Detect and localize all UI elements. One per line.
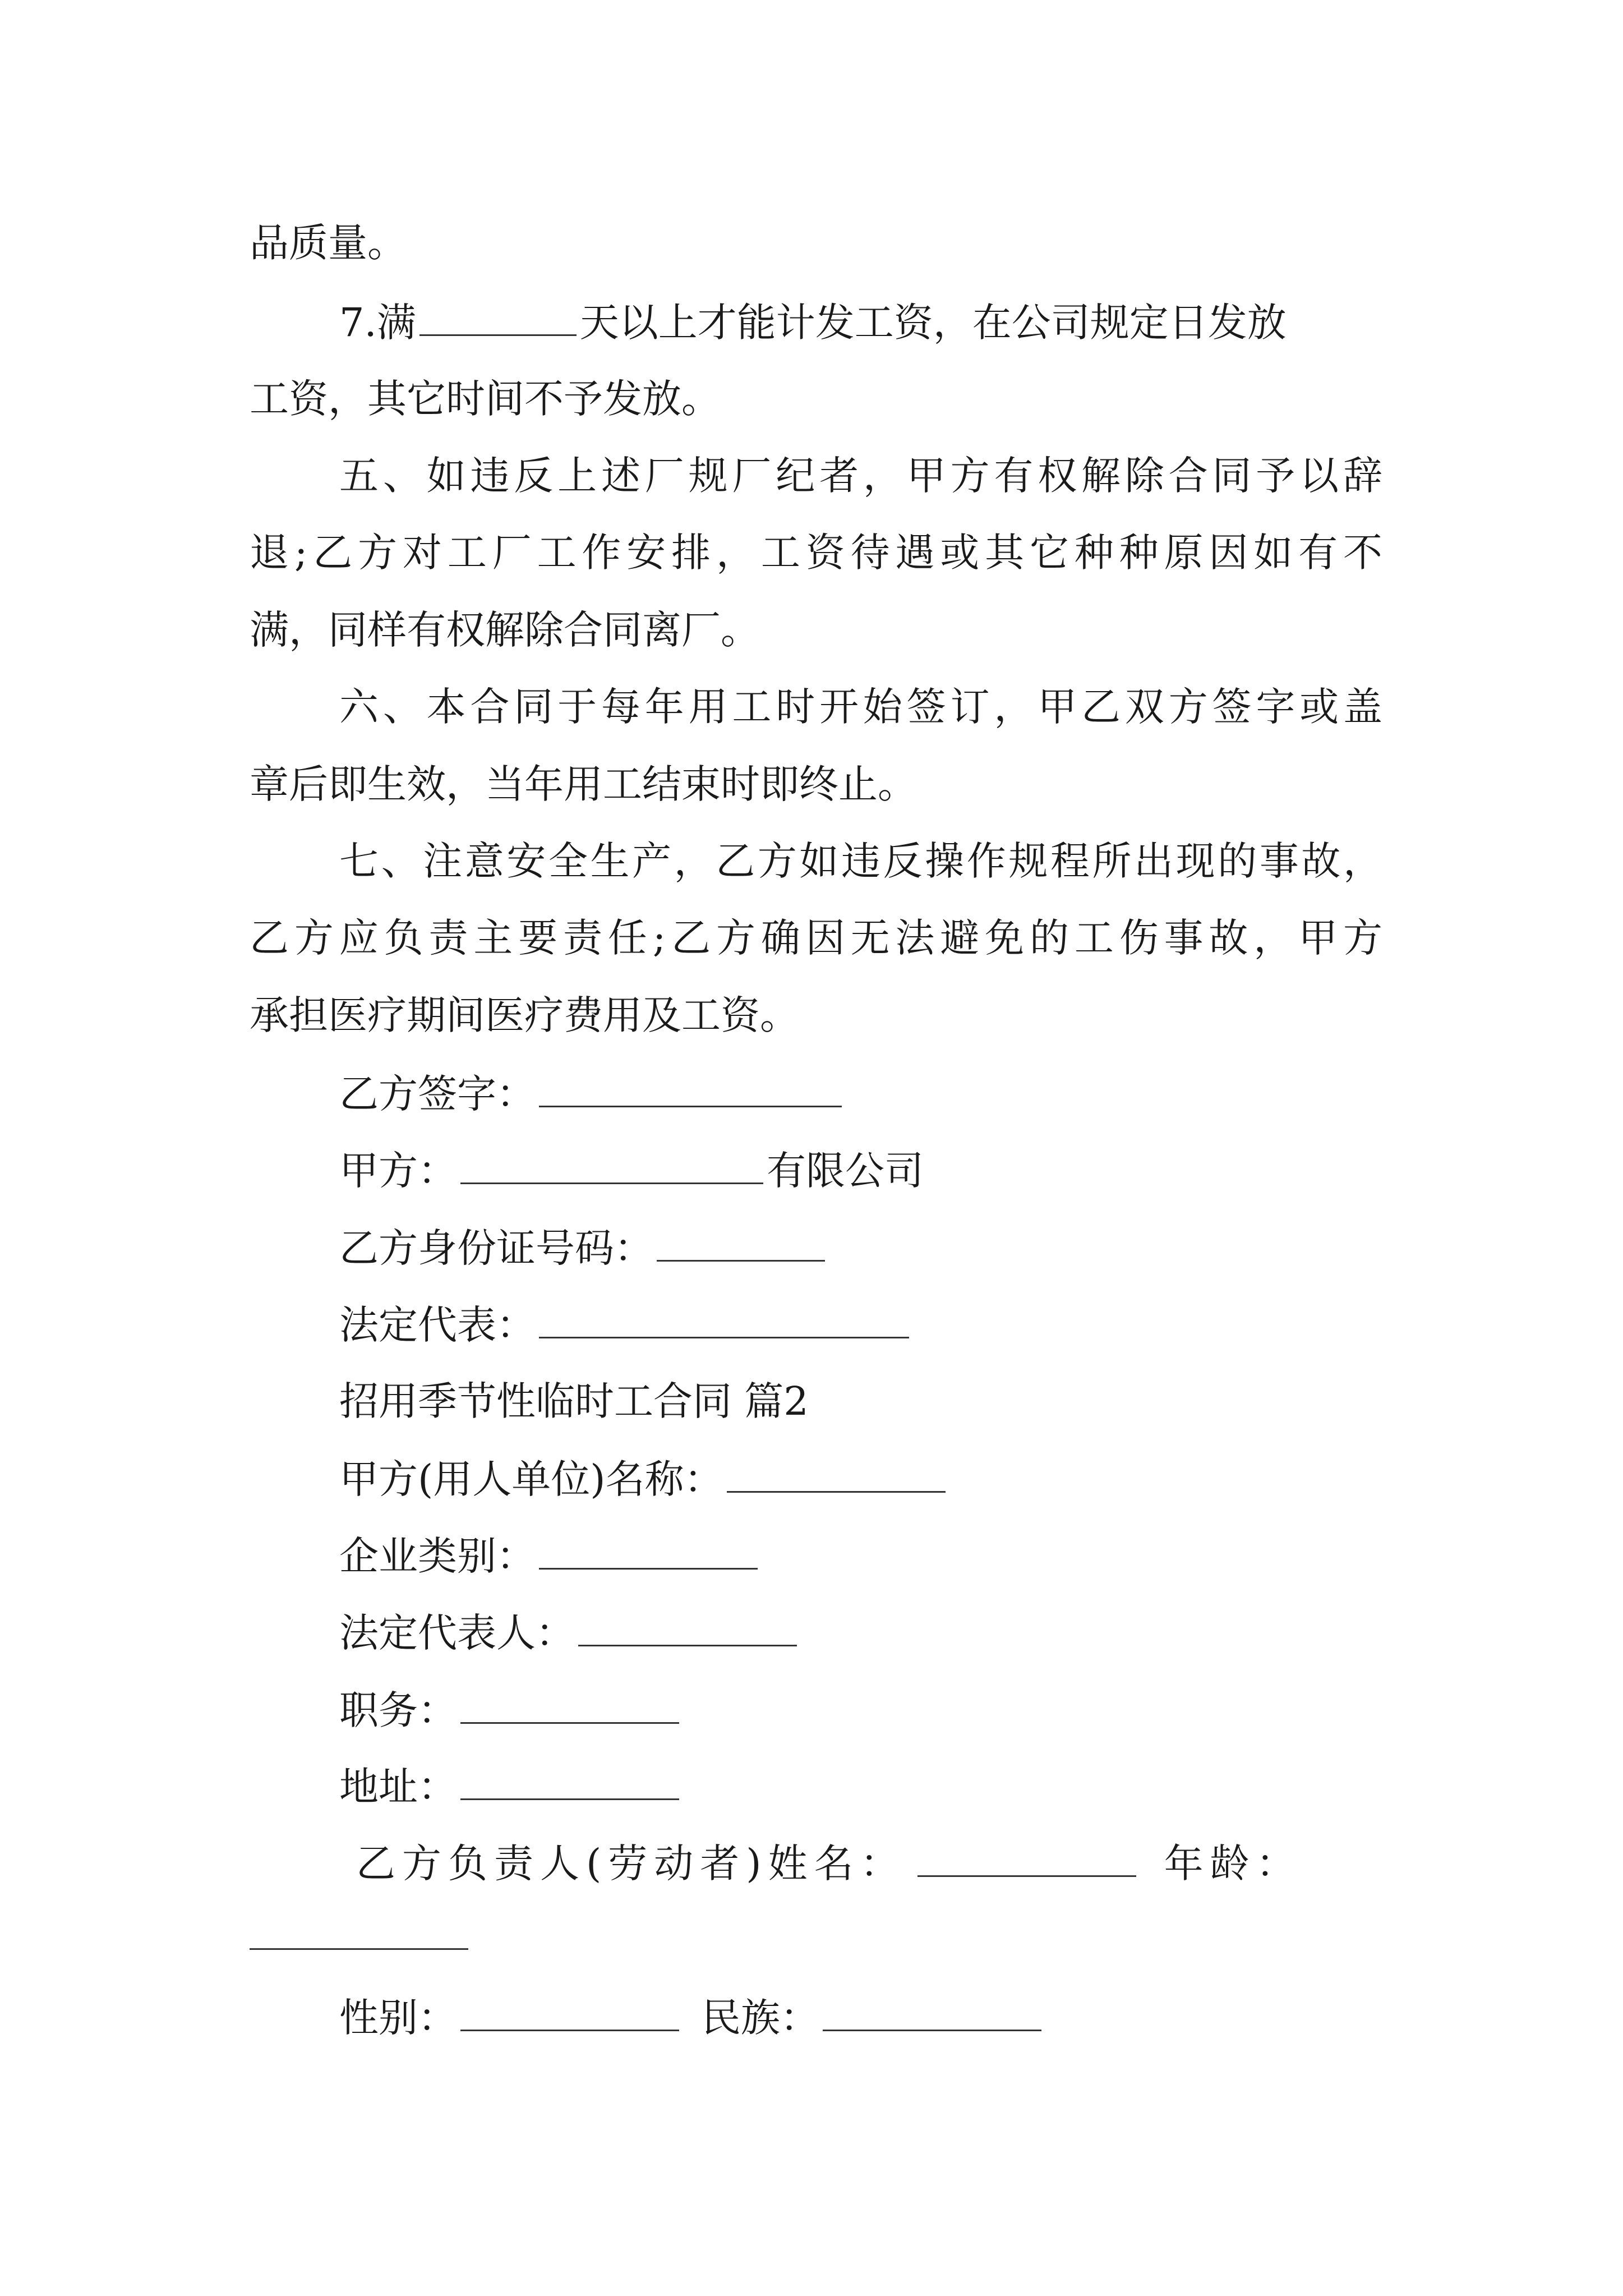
- position-blank[interactable]: [460, 1690, 679, 1724]
- party-a-label: 甲方：: [339, 1148, 457, 1194]
- party-a-row: [339, 1148, 924, 1194]
- party-a-suffix: 有限公司: [767, 1148, 924, 1194]
- party-b-id-row: [339, 1225, 828, 1271]
- address-label: 地址：: [339, 1764, 457, 1810]
- clause-7-text: 天以上才能计发工资，在公司规定日发放: [579, 300, 1287, 346]
- worker-name-blank[interactable]: [917, 1843, 1136, 1877]
- company-type-blank[interactable]: [539, 1535, 758, 1570]
- age-blank[interactable]: [250, 1916, 468, 1950]
- paragraph-5-line-1: 七、注意安全生产，乙方如违反操作规程所出现的事故，: [339, 838, 1382, 884]
- gender-label: 性别：: [339, 1995, 457, 2041]
- section-2-title: 招用季节性临时工合同 篇2: [339, 1378, 809, 1424]
- paragraph-2-line-2: 工资，其它时间不予发放。: [250, 376, 721, 422]
- paragraph-5-line-2: 乙方应负责主要责任;乙方确因无法避免的工伤事故，甲方: [250, 915, 1382, 961]
- age-blank-row: [250, 1916, 468, 1956]
- worker-name-row: [356, 1841, 1302, 1887]
- employer-name-row: [339, 1456, 949, 1502]
- legal-representative-row: [339, 1610, 800, 1656]
- paragraph-3-line-3: 满，同样有权解除合同离厂。: [250, 607, 760, 653]
- party-b-id-blank[interactable]: [657, 1227, 825, 1262]
- company-type-row: [339, 1533, 761, 1579]
- paragraph-4-line-1: 六、本合同于每年用工时开始签订，甲乙双方签字或盖: [339, 684, 1382, 730]
- clause-7-prefix: 7.满: [339, 300, 416, 346]
- position-label: 职务：: [339, 1687, 457, 1733]
- worker-name-label: 乙方负责人(劳动者)姓名：: [356, 1841, 906, 1887]
- address-row: [339, 1764, 683, 1810]
- position-row: [339, 1687, 683, 1733]
- party-b-signature-row: [339, 1071, 845, 1117]
- address-blank[interactable]: [460, 1766, 679, 1800]
- age-label: 年龄：: [1164, 1841, 1302, 1887]
- employer-name-blank[interactable]: [727, 1458, 946, 1493]
- party-b-id-label: 乙方身份证号码：: [339, 1225, 653, 1271]
- gender-blank[interactable]: [460, 1997, 679, 2031]
- gender-ethnicity-row: [339, 1995, 1045, 2041]
- company-type-label: 企业类别：: [339, 1533, 536, 1579]
- paragraph-2-line-1: [339, 300, 1287, 346]
- legal-rep-blank[interactable]: [539, 1304, 909, 1338]
- legal-rep-row: [339, 1302, 912, 1348]
- days-blank[interactable]: [419, 302, 577, 336]
- ethnicity-blank[interactable]: [823, 1997, 1041, 2031]
- legal-rep-label: 法定代表：: [339, 1302, 536, 1348]
- legal-representative-label: 法定代表人：: [339, 1610, 575, 1656]
- paragraph-3-line-1: 五、如违反上述厂规厂纪者，甲方有权解除合同予以辞: [339, 453, 1382, 499]
- party-b-signature-blank[interactable]: [539, 1073, 842, 1107]
- party-a-name-blank[interactable]: [460, 1150, 763, 1184]
- party-b-signature-label: 乙方签字：: [339, 1071, 536, 1117]
- paragraph-3-line-2: 退;乙方对工厂工作安排，工资待遇或其它种种原因如有不: [250, 530, 1382, 576]
- paragraph-1-line-1: 品质量。: [250, 220, 407, 266]
- ethnicity-label: 民族：: [702, 1995, 819, 2041]
- legal-representative-blank[interactable]: [578, 1612, 797, 1646]
- paragraph-4-line-2: 章后即生效，当年用工结束时即终止。: [250, 761, 917, 807]
- employer-name-label: 甲方(用人单位)名称：: [339, 1456, 723, 1502]
- paragraph-5-line-3: 承担医疗期间医疗费用及工资。: [250, 992, 799, 1038]
